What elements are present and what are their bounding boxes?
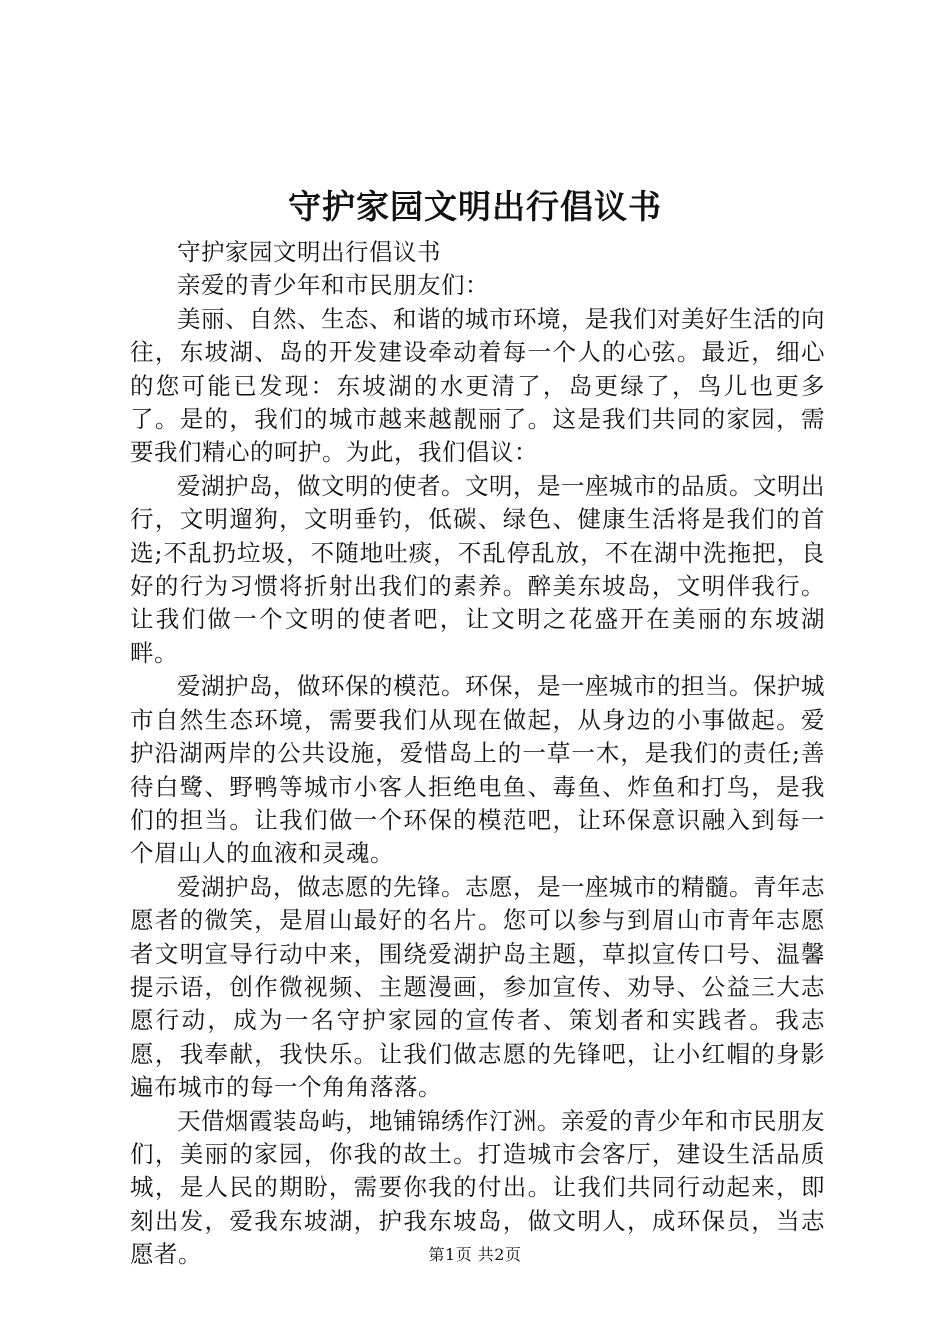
paragraph-intro: 美丽、自然、生态、和谐的城市环境，是我们对美好生活的向往，东坡湖、岛的开发建设牵动着每一个人的心弦。最近，细心的您可能已发现：东坡湖的水更清了，岛更绿了，鸟儿也更多了。是的，我们的城市越来越靓丽了。这是我们共同的家园，需要我们精心的呵护。为此，我们倡议： [130, 304, 825, 467]
paragraph-salutation: 亲爱的青少年和市民朋友们： [177, 271, 489, 300]
paragraph-environment: 爱湖护岛，做环保的模范。环保，是一座城市的担当。保护城市自然生态环境，需要我们从现在做起，从身边的小事做起。爱护沿湖两岸的公共设施，爱惜岛上的一草一木，是我们的责任;善待白鹭、野鸭等城市小客人拒绝电鱼、毒鱼、炸鱼和打鸟，是我们的担当。让我们做一个环保的模范吧，让环保意识融入到每一个眉山人的血液和灵魂。 [130, 672, 825, 868]
paragraph-volunteer: 爱湖护岛，做志愿的先锋。志愿，是一座城市的精髓。青年志愿者的微笑，是眉山最好的名片。您可以参与到眉山市青年志愿者文明宣导行动中来，围绕爱湖护岛主题，草拟宣传口号、温馨提示语，创作微视频、主题漫画，参加宣传、劝导、公益三大志愿行动，成为一名守护家园的宣传者、策划者和实践者。我志愿，我奉献，我快乐。让我们做志愿的先锋吧，让小红帽的身影遍布城市的每一个角角落落。 [130, 872, 825, 1102]
paragraph-heading-repeat: 守护家园文明出行倡议书 [177, 238, 441, 266]
paragraph-civility: 爱湖护岛，做文明的使者。文明，是一座城市的品质。文明出行，文明遛狗，文明垂钓，低碳、绿色、健康生活将是我们的首选;不乱扔垃圾，不随地吐痰，不乱停乱放，不在湖中洗拖把，良好的行为习惯将折射出我们的素养。醉美东坡岛，文明伴我行。让我们做一个文明的使者吧，让文明之花盛开在美丽的东坡湖畔。 [130, 471, 825, 667]
paragraph-closing: 天借烟霞装岛屿，地铺锦绣作汀洲。亲爱的青少年和市民朋友们，美丽的家园，你我的故土。打造城市会客厅，建设生活品质城，是人民的期盼，需要你我的付出。让我们共同行动起来，即刻出发，爱我东坡湖，护我东坡岛，做文明人，成环保员，当志愿者。 [130, 1106, 825, 1269]
document-title: 守护家园文明出行倡议书 [288, 187, 662, 226]
page-number-footer: 第1页 共2页 [428, 1245, 522, 1264]
document-body [130, 236, 825, 1272]
